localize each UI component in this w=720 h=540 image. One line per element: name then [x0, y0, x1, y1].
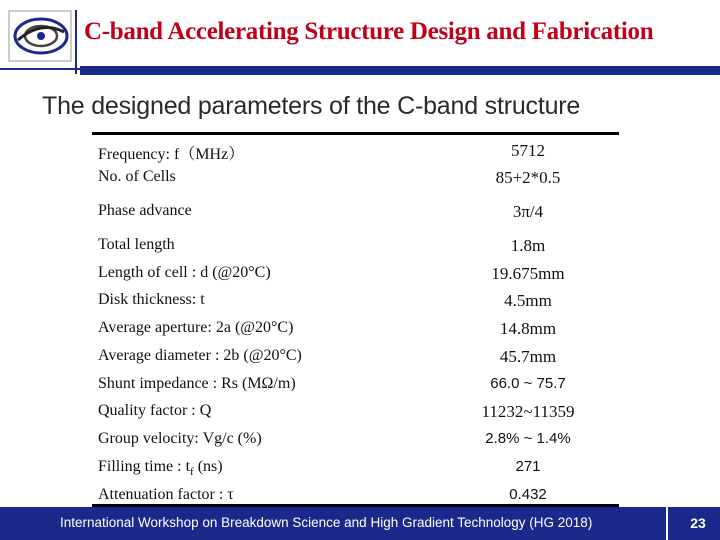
param-name-unit: (ns) [193, 458, 223, 475]
param-name-main: Filling time : t [98, 458, 191, 475]
param-value: 85+2*0.5 [495, 168, 561, 187]
param-name: Total length [98, 236, 175, 253]
param-name: Phase advance [98, 202, 192, 219]
param-value: 11232~11359 [481, 402, 575, 421]
param-name: Length of cell : d (@20°C) [98, 264, 271, 281]
param-name: Frequency: f（MHz） [98, 146, 245, 163]
param-row-total-length [98, 236, 618, 260]
footer-divider [666, 507, 668, 540]
param-row-diameter [98, 347, 618, 371]
param-name-subscript: f [190, 466, 194, 479]
param-name: Average aperture: 2a (@20°C) [98, 319, 294, 336]
param-value: 3π/4 [512, 202, 544, 221]
param-value: 66.0 ~ 75.7 [490, 375, 566, 392]
param-value: 45.7mm [499, 347, 557, 366]
param-value: 5712 [511, 141, 545, 160]
param-value: 0.432 [509, 486, 547, 503]
param-row-group-velocity [98, 430, 618, 454]
param-name: Quality factor : Q [98, 402, 212, 419]
param-name: No. of Cells [98, 168, 176, 185]
param-value: 1.8m [510, 236, 546, 255]
slide-subtitle: The designed parameters of the C-band structure [42, 92, 581, 120]
table-top-rule [92, 132, 619, 135]
param-value: 2.8% ~ 1.4% [485, 430, 571, 447]
footer-text: International Workshop on Breakdown Science and High Gradient Technology (HG 2018) [60, 515, 593, 530]
param-row-aperture [98, 319, 618, 343]
institute-logo-icon [8, 10, 74, 62]
param-row-shunt-impedance [98, 375, 618, 399]
param-row-disk-thickness [98, 291, 618, 315]
page-title: C-band Accelerating Structure Design and Fabrication [84, 18, 654, 45]
param-value: 19.675mm [491, 264, 565, 283]
param-name: Average diameter : 2b (@20°C) [98, 347, 302, 364]
param-row-cells [98, 168, 618, 192]
param-row-filling-time [98, 458, 618, 482]
header-rule-thick [80, 66, 720, 75]
param-name: Disk thickness: t [98, 291, 205, 308]
param-name: Attenuation factor : τ [98, 486, 234, 503]
param-value: 4.5mm [504, 291, 552, 310]
param-name: Shunt impedance : Rs (MΩ/m) [98, 375, 296, 392]
param-row-frequency [98, 141, 618, 165]
param-value: 271 [515, 458, 541, 475]
param-name [98, 458, 223, 478]
footer-bar [0, 507, 720, 540]
param-value: 14.8mm [499, 319, 557, 338]
page-number: 23 [690, 515, 706, 531]
param-row-quality-factor [98, 402, 618, 426]
param-name: Group velocity: Vg/c (%) [98, 430, 262, 447]
param-row-cell-length [98, 264, 618, 288]
param-row-phase-advance [98, 202, 618, 226]
header-divider [75, 10, 77, 74]
